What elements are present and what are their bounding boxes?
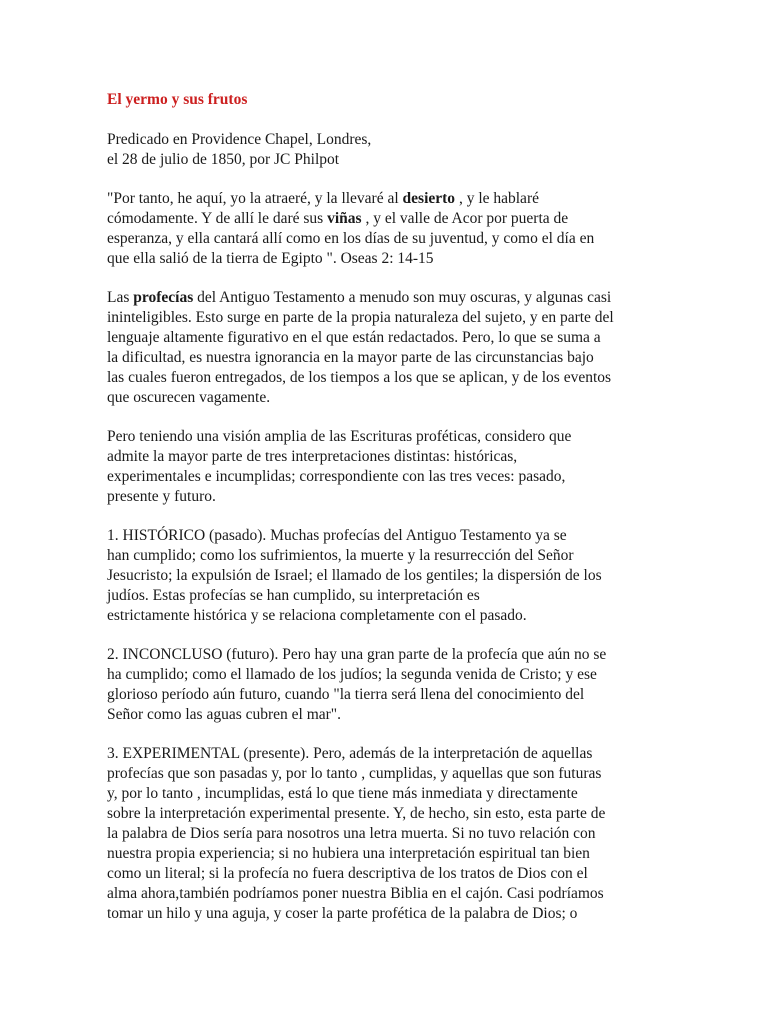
paragraph-historical bbox=[107, 526, 667, 626]
paragraph-line: han cumplido; como los sufrimientos, la muerte y la resurrección del Señor bbox=[107, 547, 574, 564]
paragraph-line: alma ahora,también podríamos poner nuestra Biblia en el cajón. Casi podríamos bbox=[107, 885, 604, 902]
sermon-info bbox=[107, 130, 667, 170]
paragraph-line: sobre la interpretación experimental presente. Y, de hecho, sin esto, esta parte de bbox=[107, 805, 606, 822]
paragraph-line: y, por lo tanto , incumplidas, está lo que tiene más inmediata y directamente bbox=[107, 785, 578, 802]
paragraph-line: ininteligibles. Esto surge en parte de la propia naturaleza del sujeto, y en parte del bbox=[107, 309, 614, 326]
paragraph-line bbox=[107, 288, 667, 308]
paragraph-line: admite la mayor parte de tres interpretaciones distintas: históricas, bbox=[107, 448, 518, 465]
paragraph-bold-word: profecías bbox=[133, 289, 194, 306]
paragraph-experimental bbox=[107, 744, 667, 924]
paragraph-line: Pero teniendo una visión amplia de las Escrituras proféticas, considero que bbox=[107, 428, 572, 445]
paragraph-line: profecías que son pasadas y, por lo tanto , cumplidas, y aquellas que son futuras bbox=[107, 765, 602, 782]
paragraph-line: ha cumplido; como el llamado de los judíos; la segunda venida de Cristo; y ese bbox=[107, 666, 597, 683]
quote-line bbox=[107, 189, 667, 209]
paragraph-line: judíos. Estas profecías se han cumplido, su interpretación es bbox=[107, 587, 480, 604]
quote-line: esperanza, y ella cantará allí como en los días de su juventud, y como el día en bbox=[107, 230, 595, 247]
quote-text: cómodamente. Y de allí le daré sus bbox=[107, 210, 328, 227]
paragraph-prophecies bbox=[107, 288, 667, 408]
sermon-date-author: el 28 de julio de 1850, por JC Philpot bbox=[107, 151, 340, 168]
paragraph-unfulfilled bbox=[107, 645, 667, 725]
paragraph-line: nuestra propia experiencia; si no hubiera una interpretación espiritual tan bien bbox=[107, 845, 590, 862]
paragraph-line: Señor como las aguas cubren el mar". bbox=[107, 706, 342, 723]
sermon-location: Predicado en Providence Chapel, Londres, bbox=[107, 131, 372, 148]
quote-line bbox=[107, 209, 667, 229]
paragraph-line: tomar un hilo y una aguja, y coser la parte profética de la palabra de Dios; o bbox=[107, 905, 578, 922]
paragraph-line: 2. INCONCLUSO (futuro). Pero hay una gran parte de la profecía que aún no se bbox=[107, 646, 607, 663]
paragraph-interpretations bbox=[107, 427, 667, 507]
paragraph-line: presente y futuro. bbox=[107, 488, 216, 505]
paragraph-line: 3. EXPERIMENTAL (presente). Pero, además de la interpretación de aquellas bbox=[107, 745, 593, 762]
quote-text: "Por tanto, he aquí, yo la atraeré, y la llevaré al bbox=[107, 190, 403, 207]
paragraph-line: que oscurecen vagamente. bbox=[107, 389, 271, 406]
paragraph-line: la dificultad, es nuestra ignorancia en la mayor parte de las circunstancias bajo bbox=[107, 349, 594, 366]
quote-text: , y le hablaré bbox=[455, 190, 539, 207]
paragraph-text: del Antiguo Testamento a menudo son muy oscuras, y algunas casi bbox=[193, 289, 612, 306]
paragraph-line: la palabra de Dios sería para nosotros una letra muerta. Si no tuvo relación con bbox=[107, 825, 596, 842]
paragraph-line: las cuales fueron entregados, de los tiempos a los que se aplican, y de los eventos bbox=[107, 369, 612, 386]
quote-text: , y el valle de Acor por puerta de bbox=[361, 210, 569, 227]
paragraph-line: experimentales e incumplidas; correspondiente con las tres veces: pasado, bbox=[107, 468, 566, 485]
document-page bbox=[107, 90, 667, 943]
paragraph-line: Jesucristo; la expulsión de Israel; el llamado de los gentiles; la dispersión de los bbox=[107, 567, 602, 584]
quote-bold-word: desierto bbox=[402, 190, 456, 207]
document-title: El yermo y sus frutos bbox=[107, 91, 248, 108]
paragraph-text: Las bbox=[107, 289, 134, 306]
quote-bold-word: viñas bbox=[327, 210, 362, 227]
paragraph-line: estrictamente histórica y se relaciona completamente con el pasado. bbox=[107, 607, 527, 624]
paragraph-line: como un literal; si la profecía no fuera descriptiva de los tratos de Dios con el bbox=[107, 865, 588, 882]
quote-line: que ella salió de la tierra de Egipto ". Oseas 2: 14-15 bbox=[107, 250, 434, 267]
paragraph-line: lenguaje altamente figurativo en el que están redactados. Pero, lo que se suma a bbox=[107, 329, 601, 346]
paragraph-line: glorioso período aún futuro, cuando "la tierra será llena del conocimiento del bbox=[107, 686, 585, 703]
scripture-quote bbox=[107, 189, 667, 269]
paragraph-line: 1. HISTÓRICO (pasado). Muchas profecías del Antiguo Testamento ya se bbox=[107, 527, 567, 544]
